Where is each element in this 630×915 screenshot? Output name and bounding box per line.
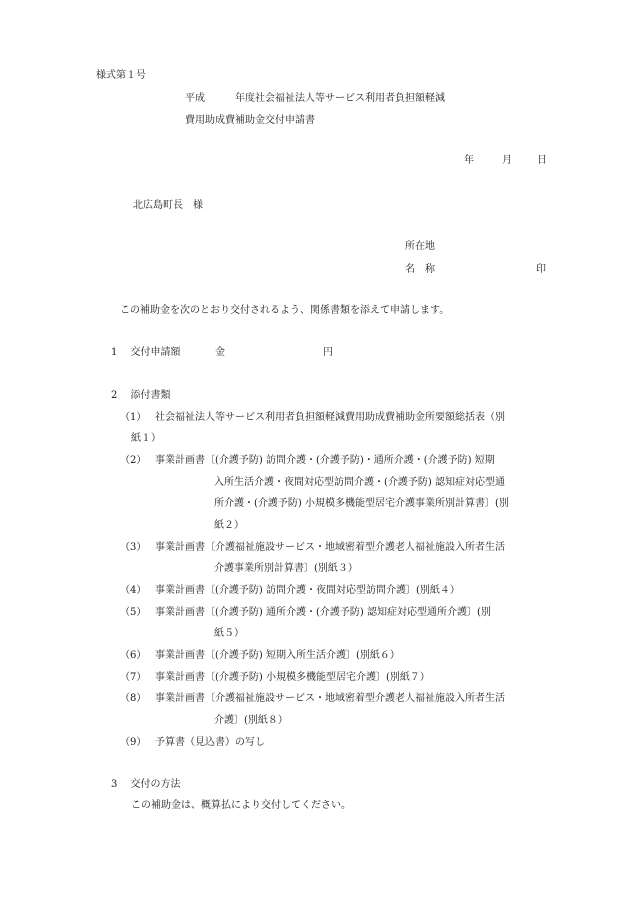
intro-text: この補助金を次のとおり交付されるよう、関係書類を添えて申請します。 bbox=[120, 305, 450, 316]
attachment-number: （9） bbox=[120, 737, 147, 748]
attachment-line: 紙１） bbox=[131, 433, 161, 444]
attachment-line: 介護事業所別計算書〕(別紙３） bbox=[214, 563, 358, 574]
form-number: 様式第１号 bbox=[96, 70, 146, 81]
attachment-line: 事業計画書〔(介護予防) 訪問介護・(介護予防)・通所介護・(介護予防) 短期 bbox=[155, 455, 495, 466]
attachment-line: 紙２） bbox=[214, 520, 244, 531]
address-label: 所在地 bbox=[405, 241, 435, 252]
amount-prefix: 金 bbox=[215, 347, 225, 358]
title-era: 平成 bbox=[185, 93, 205, 104]
title-line1: 年度社会福祉法人等サービス利用者負担額軽減 bbox=[235, 93, 445, 104]
section1-heading: 1 交付申請額 bbox=[111, 347, 181, 358]
attachment-line: 事業計画書〔介護福祉施設サービス・地域密着型介護老人福祉施設入所者生活 bbox=[155, 542, 505, 553]
attachment-line: 事業計画書〔(介護予防) 小規模多機能型居宅介護〕(別紙７） bbox=[155, 672, 430, 683]
attachment-line: 事業計画書〔介護福祉施設サービス・地域密着型介護老人福祉施設入所者生活 bbox=[155, 693, 505, 704]
attachment-number: （3） bbox=[120, 542, 147, 553]
attachment-line: 介護〕(別紙８） bbox=[214, 715, 288, 726]
attachment-number: （7） bbox=[120, 672, 147, 683]
attachment-line: 予算書（見込書）の写し bbox=[155, 737, 265, 748]
attachment-line: 事業計画書〔(介護予防) 訪問介護・夜間対応型訪問介護〕(別紙４） bbox=[155, 585, 460, 596]
attachment-number: （5） bbox=[120, 607, 147, 618]
attachment-number: （4） bbox=[120, 585, 147, 596]
attachment-line: 入所生活介護・夜間対応型訪問介護・(介護予防) 認知症対応型通 bbox=[214, 477, 505, 488]
attachment-number: （8） bbox=[120, 693, 147, 704]
date-month-label: 月 bbox=[502, 155, 512, 166]
attachment-number: （1） bbox=[120, 412, 147, 423]
section2-heading: 2 添付書類 bbox=[111, 390, 171, 401]
name-label: 名 称 bbox=[405, 264, 435, 275]
seal-mark: 印 bbox=[536, 264, 546, 275]
attachment-line: 紙５） bbox=[214, 628, 244, 639]
attachment-line: 事業計画書〔(介護予防) 通所介護・(介護予防) 認知症対応型通所介護〕(別 bbox=[155, 607, 491, 618]
attachment-line: 所介護・(介護予防) 小規模多機能型居宅介護事業所別計算書〕(別 bbox=[214, 498, 509, 509]
date-year-label: 年 bbox=[464, 155, 474, 166]
attachment-number: （6） bbox=[120, 650, 147, 661]
attachment-number: （2） bbox=[120, 455, 147, 466]
date-day-label: 日 bbox=[537, 155, 547, 166]
section3-heading: 3 交付の方法 bbox=[111, 779, 181, 790]
attachment-line: 事業計画書〔(介護予防) 短期入所生活介護〕(別紙６） bbox=[155, 650, 400, 661]
section3-body: この補助金は、概算払により交付してください。 bbox=[131, 800, 351, 811]
recipient: 北広島町長 様 bbox=[133, 200, 203, 211]
attachment-line: 社会福祉法人等サービス利用者負担額軽減費用助成費補助金所要額総括表（別 bbox=[155, 412, 505, 423]
title-line2: 費用助成費補助金交付申請書 bbox=[185, 115, 315, 126]
amount-suffix: 円 bbox=[323, 347, 333, 358]
